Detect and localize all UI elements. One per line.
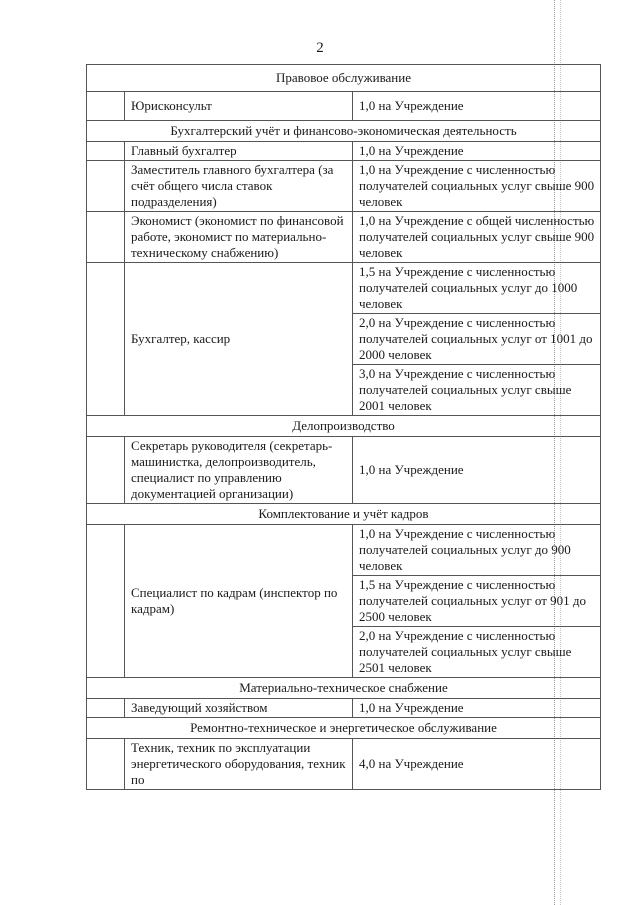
norm-cell: 1,5 на Учреждение с численностью получателей социальных услуг до 1000 человек (353, 263, 601, 314)
position-cell: Бухгалтер, кассир (125, 263, 353, 416)
indent-cell (87, 263, 125, 416)
table-row (87, 161, 601, 212)
table-row (87, 699, 601, 718)
norm-cell: 1,0 на Учреждение с численностью получателей социальных услуг до 900 человек (353, 525, 601, 576)
section-title-maintenance: Ремонтно-техническое и энергетическое обслуживание (87, 718, 601, 739)
position-cell: Заведующий хозяйством (125, 699, 353, 718)
section-header-row (87, 678, 601, 699)
table-row (87, 437, 601, 504)
table-row (87, 92, 601, 121)
section-title-supply: Материально-техническое снабжение (87, 678, 601, 699)
position-cell: Главный бухгалтер (125, 142, 353, 161)
norm-cell: 1,0 на Учреждение (353, 699, 601, 718)
indent-cell (87, 92, 125, 121)
table-row (87, 525, 601, 576)
staffing-norms-table (86, 64, 601, 790)
indent-cell (87, 739, 125, 790)
section-title-hr: Комплектование и учёт кадров (87, 504, 601, 525)
page-number: 2 (316, 40, 324, 56)
norm-cell: 3,0 на Учреждение с численностью получателей социальных услуг свыше 2001 человек (353, 365, 601, 416)
section-header-row (87, 416, 601, 437)
table-row (87, 142, 601, 161)
indent-cell (87, 525, 125, 678)
indent-cell (87, 699, 125, 718)
position-cell: Секретарь руководителя (секретарь-машинистка, делопроизводитель, специалист по управлению документацией организации) (125, 437, 353, 504)
norm-cell: 1,0 на Учреждение (353, 437, 601, 504)
norm-cell: 1,5 на Учреждение с численностью получателей социальных услуг от 901 до 2500 человек (353, 576, 601, 627)
position-cell: Специалист по кадрам (инспектор по кадрам) (125, 525, 353, 678)
table-row (87, 212, 601, 263)
indent-cell (87, 212, 125, 263)
section-header-row (87, 65, 601, 92)
position-cell: Юрисконсульт (125, 92, 353, 121)
norm-cell: 1,0 на Учреждение (353, 92, 601, 121)
indent-cell (87, 161, 125, 212)
position-cell: Заместитель главного бухгалтера (за счёт общего числа ставок подразделения) (125, 161, 353, 212)
norm-cell: 1,0 на Учреждение с общей численностью получателей социальных услуг свыше 900 человек (353, 212, 601, 263)
section-header-row (87, 121, 601, 142)
norm-cell: 1,0 на Учреждение (353, 142, 601, 161)
indent-cell (87, 437, 125, 504)
table-row (87, 263, 601, 314)
section-title-records: Делопроизводство (87, 416, 601, 437)
position-cell: Экономист (экономист по финансовой работе, экономист по материально-техническому снабжению) (125, 212, 353, 263)
section-header-row (87, 718, 601, 739)
section-header-row (87, 504, 601, 525)
norm-cell: 2,0 на Учреждение с численностью получателей социальных услуг свыше 2501 человек (353, 627, 601, 678)
section-title-accounting: Бухгалтерский учёт и финансово-экономическая деятельность (87, 121, 601, 142)
section-title-legal: Правовое обслуживание (87, 65, 601, 92)
norm-cell: 2,0 на Учреждение с численностью получателей социальных услуг от 1001 до 2000 человек (353, 314, 601, 365)
table-row (87, 739, 601, 790)
norm-cell: 1,0 на Учреждение с численностью получателей социальных услуг свыше 900 человек (353, 161, 601, 212)
position-cell: Техник, техник по эксплуатации энергетического оборудования, техник по (125, 739, 353, 790)
indent-cell (87, 142, 125, 161)
norm-cell: 4,0 на Учреждение (353, 739, 601, 790)
